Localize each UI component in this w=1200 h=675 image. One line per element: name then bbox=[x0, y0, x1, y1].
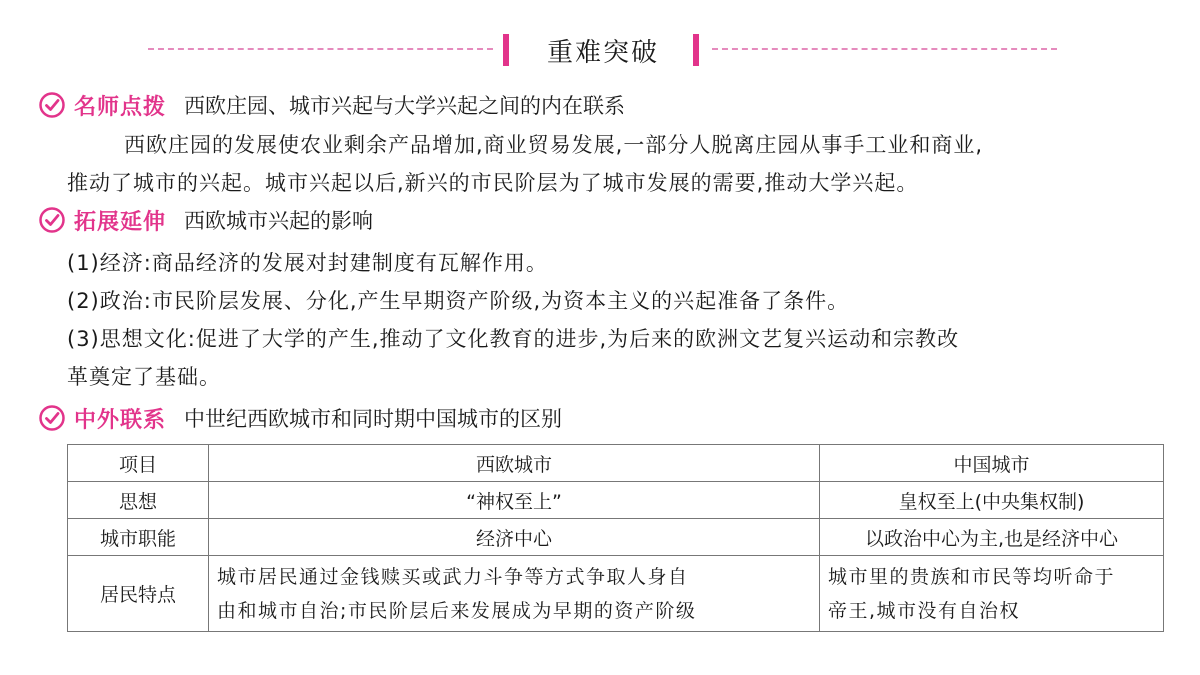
table-row bbox=[68, 519, 1164, 556]
check-circle-icon bbox=[38, 404, 66, 432]
check-circle-icon bbox=[38, 206, 66, 234]
section-header bbox=[0, 28, 1200, 72]
section-tag: 中外联系 bbox=[74, 407, 167, 433]
table-cell: “神权至上” bbox=[209, 482, 820, 519]
page-title: 重难突破 bbox=[546, 38, 659, 68]
dashed-divider-right bbox=[712, 48, 1057, 50]
table-cell bbox=[820, 556, 1164, 632]
comparison-table bbox=[67, 444, 1164, 632]
section-tag: 拓展延伸 bbox=[74, 209, 167, 235]
table-cell: 思想 bbox=[68, 482, 209, 519]
cell-line: 由和城市自治;市民阶层后来发展成为早期的资产阶级 bbox=[217, 599, 697, 622]
cell-line: 城市居民通过金钱赎买或武力斗争等方式争取人身自 bbox=[217, 565, 689, 588]
section-subtitle: 西欧城市兴起的影响 bbox=[184, 209, 374, 233]
cell-line: 帝王,城市没有自治权 bbox=[828, 599, 1021, 622]
table-header-row bbox=[68, 445, 1164, 482]
table-cell bbox=[209, 556, 820, 632]
dashed-divider-left bbox=[148, 48, 493, 50]
section-subtitle: 中世纪西欧城市和同时期中国城市的区别 bbox=[184, 407, 563, 431]
list-item-continuation: 革奠定了基础。 bbox=[67, 365, 221, 389]
list-item: (1)经济:商品经济的发展对封建制度有瓦解作用。 bbox=[67, 251, 548, 275]
paragraph-line: 推动了城市的兴起。城市兴起以后,新兴的市民阶层为了城市发展的需要,推动大学兴起。 bbox=[67, 171, 919, 195]
table-row bbox=[68, 482, 1164, 519]
table-header-cell: 中国城市 bbox=[820, 445, 1164, 482]
check-circle-icon bbox=[38, 91, 66, 119]
table-header-cell: 项目 bbox=[68, 445, 209, 482]
table-cell: 经济中心 bbox=[209, 519, 820, 556]
section-subtitle: 西欧庄园、城市兴起与大学兴起之间的内在联系 bbox=[184, 94, 626, 118]
table-row bbox=[68, 556, 1164, 632]
table-header-cell: 西欧城市 bbox=[209, 445, 820, 482]
cell-line: 城市里的贵族和市民等均听命于 bbox=[828, 565, 1116, 588]
title-bar-right bbox=[693, 34, 699, 66]
section-tag: 名师点拨 bbox=[74, 94, 167, 120]
list-item: (3)思想文化:促进了大学的产生,推动了文化教育的进步,为后来的欧洲文艺复兴运动和宗教改 bbox=[67, 327, 960, 351]
section-1-heading bbox=[38, 90, 625, 120]
table-cell: 皇权至上(中央集权制) bbox=[820, 482, 1164, 519]
section-3-heading bbox=[38, 403, 562, 433]
title-bar-left bbox=[503, 34, 509, 66]
list-item: (2)政治:市民阶层发展、分化,产生早期资产阶级,为资本主义的兴起准备了条件。 bbox=[67, 289, 850, 313]
table-cell: 以政治中心为主,也是经济中心 bbox=[820, 519, 1164, 556]
section-2-heading bbox=[38, 205, 373, 235]
table-cell: 居民特点 bbox=[68, 556, 209, 632]
paragraph-line: 西欧庄园的发展使农业剩余产品增加,商业贸易发展,一部分人脱离庄园从事手工业和商业, bbox=[124, 133, 984, 157]
table-cell: 城市职能 bbox=[68, 519, 209, 556]
